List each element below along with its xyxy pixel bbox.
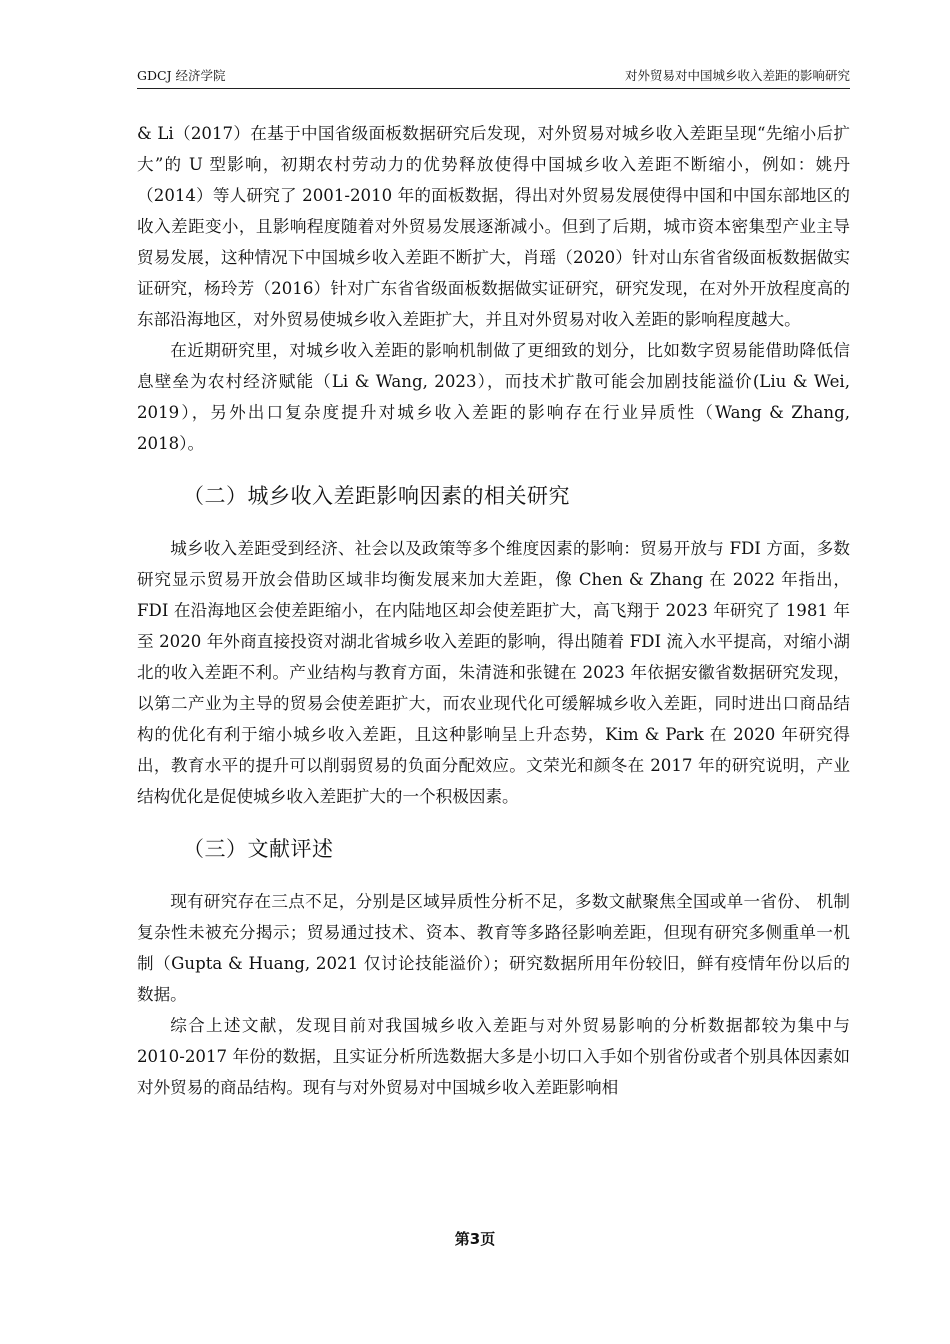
paragraph: 综合上述文献，发现目前对我国城乡收入差距与对外贸易影响的分析数据都较为集中与 2010-2017 年份的数据，且实证分析所选数据大多是小切口入手如个别省份或者个别具体因素如对外贸易的商品结构。现有与对外贸易对中国城乡收入差距影响相: [137, 1016, 850, 1097]
document-body: [137, 118, 850, 1103]
paragraph: 在近期研究里，对城乡收入差距的影响机制做了更细致的划分，比如数字贸易能借助降低信息壁垒为农村经济赋能（Li & Wang, 2023），而技术扩散可能会加剧技能溢价(Liu & Wei, 2019），另外出口复杂度提升对城乡收入差距的影响存在行业异质性（Wang & Zhang, 2018）。: [137, 341, 850, 453]
page-number: 第3页: [454, 1230, 496, 1248]
paragraph: 现有研究存在三点不足，分别是区域异质性分析不足，多数文献聚焦全国或单一省份、 机制复杂性未被充分揭示；贸易通过技术、资本、教育等多路径影响差距，但现有研究多侧重单一机制（Gupta & Huang, 2021 仅讨论技能溢价）；研究数据所用年份较旧，鲜有疫情年份以后的数据。: [137, 892, 850, 1004]
header-right-text: 对外贸易对中国城乡收入差距的影响研究: [624, 68, 850, 83]
paragraph: 城乡收入差距受到经济、社会以及政策等多个维度因素的影响：贸易开放与 FDI 方面，多数研究显示贸易开放会借助区域非均衡发展来加大差距，像 Chen & Zhang 在 2022 年指出，FDI 在沿海地区会使差距缩小，在内陆地区却会使差距扩大，高飞翔于 2023 年研究了 1981 年至 2020 年外商直接投资对湖北省城乡收入差距的影响，得出随着 FDI 流入水平提高，对缩小湖北的收入差距不利。产业结构与教育方面，朱清涟和张键在 2023 年依据安徽省数据研究发现，以第二产业为主导的贸易会使差距扩大，而农业现代化可缓解城乡收入差距，同时进出口商品结构的优化有利于缩小城乡收入差距，且这种影响呈上升态势，Kim & Park 在 2020 年研究得出，教育水平的提升可以削弱贸易的负面分配效应。文荣光和颜冬在 2017 年的研究说明，产业结构优化是促使城乡收入差距扩大的一个积极因素。: [137, 539, 850, 806]
section-heading: （二）城乡收入差距影响因素的相关研究: [183, 484, 570, 508]
paragraph-continued: & Li（2017）在基于中国省级面板数据研究后发现，对外贸易对城乡收入差距呈现“先缩小后扩大”的 U 型影响，初期农村劳动力的优势释放使得中国城乡收入差距不断缩小，例如：姚丹（2014）等人研究了 2001-2010 年的面板数据，得出对外贸易发展使得中国和中国东部地区的收入差距变小，且影响程度随着对外贸易发展逐渐减小。但到了后期，城市资本密集型产业主导贸易发展，这种情况下中国城乡收入差距不断扩大，肖瑶（2020）针对山东省省级面板数据做实证研究，杨玲芳（2016）针对广东省省级面板数据做实证研究，研究发现，在对外开放程度高的东部沿海地区，对外贸易使城乡收入差距扩大，并且对外贸易对收入差距的影响程度越大。: [137, 124, 850, 329]
header-left-text: GDCJ 经济学院: [137, 68, 226, 83]
page-header: [137, 68, 850, 89]
section-heading: （三）文献评述: [183, 837, 334, 861]
